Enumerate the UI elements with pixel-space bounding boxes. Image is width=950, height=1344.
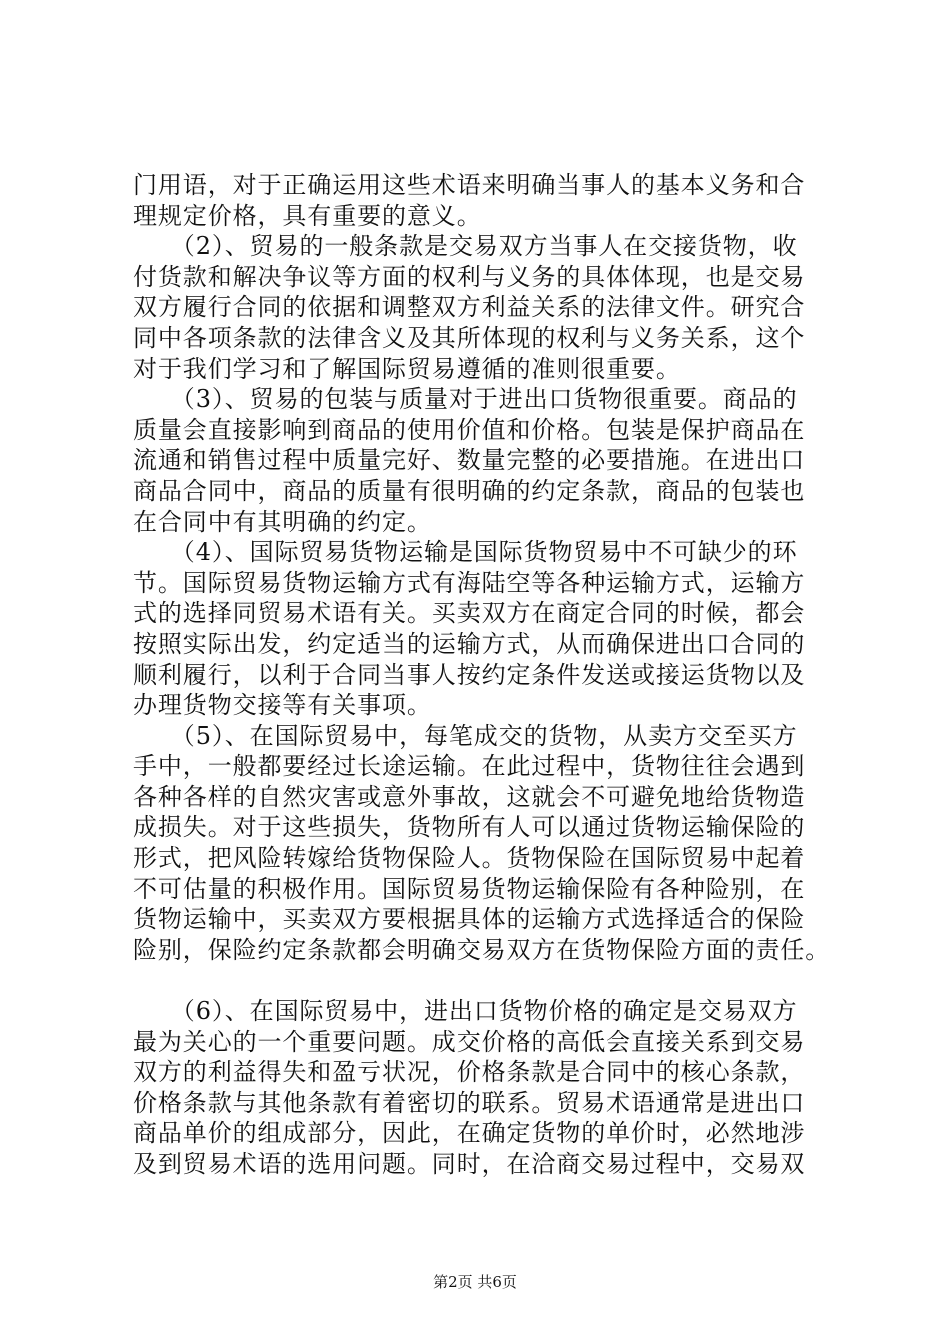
text-line: 险别，保险约定条款都会明确交易双方在货物保险方面的责任。 [133,935,831,964]
text-line: 商品单价的组成部分，因此，在确定货物的单价时，必然地涉 [133,1119,806,1148]
text-line: 门用语，对于正确运用这些术语来明确当事人的基本义务和合 [133,171,806,199]
text-line: 价格条款与其他条款有着密切的联系。贸易术语通常是进出口 [133,1088,806,1117]
text-line: 流通和销售过程中质量完好、数量完整的必要措施。在进出口 [133,446,806,475]
text-line: 对于我们学习和了解国际贸易遵循的准则很重要。 [133,354,681,383]
text-line: 最为关心的一个重要问题。成交价格的高低会直接关系到交易 [133,1027,806,1056]
text-line: 同中各项条款的法律含义及其所体现的权利与义务关系，这个 [133,323,806,352]
text-line: 质量会直接影响到商品的使用价值和价格。包装是保护商品在 [133,415,806,444]
document-body [133,170,833,1180]
paragraph [133,537,833,721]
text-line: 式的选择同贸易术语有关。买卖双方在商定合同的时候，都会 [133,599,806,628]
text-line: 各种各样的自然灾害或意外事故，这就会不可避免地给货物造 [133,782,806,811]
text-line: （2）、贸易的一般条款是交易双方当事人在交接货物，收 [133,232,798,261]
text-line: 成损失。对于这些损失，货物所有人可以通过货物运输保险的 [133,813,806,842]
text-line: （4）、国际贸易货物运输是国际货物贸易中不可缺少的环 [133,538,798,567]
text-line: 商品合同中，商品的质量有很明确的约定条款，商品的包装也 [133,476,806,505]
paragraph [133,721,833,966]
text-line: 不可估量的积极作用。国际贸易货物运输保险有各种险别，在 [133,874,806,903]
text-line: 手中，一般都要经过长途运输。在此过程中，货物往往会遇到 [133,752,806,781]
text-line: 双方履行合同的依据和调整双方利益关系的法律文件。研究合 [133,293,806,322]
text-line: （5）、在国际贸易中，每笔成交的货物，从卖方交至买方 [133,721,798,750]
text-line: 货物运输中，买卖双方要根据具体的运输方式选择适合的保险 [133,905,806,934]
text-line: 在合同中有其明确的约定。 [133,507,432,536]
text-line: 按照实际出发，约定适当的运输方式，从而确保进出口合同的 [133,629,806,658]
paragraph [133,384,833,537]
text-line: 双方的利益得失和盈亏状况，价格条款是合同中的核心条款， [133,1058,806,1087]
paragraph [133,996,833,1180]
page-number-label: 第2页 共6页 [433,1273,517,1291]
text-line: 办理货物交接等有关事项。 [133,691,432,720]
text-line: （6）、在国际贸易中，进出口货物价格的确定是交易双方 [133,997,798,1026]
text-line: 节。国际贸易货物运输方式有海陆空等各种运输方式，运输方 [133,568,806,597]
text-line: 及到贸易术语的选用问题。同时，在洽商交易过程中，交易双 [133,1150,806,1178]
text-line: 形式，把风险转嫁给货物保险人。货物保险在国际贸易中起着 [133,844,806,873]
text-line: 理规定价格，具有重要的意义。 [133,201,482,230]
text-line: （3）、贸易的包装与质量对于进出口货物很重要。商品的 [133,385,798,414]
paragraph [133,170,833,231]
paragraph-spacer [133,965,833,996]
paragraph [133,231,833,384]
text-line: 付货款和解决争议等方面的权利与义务的具体体现，也是交易 [133,262,806,291]
page-footer [0,1271,950,1292]
text-line: 顺利履行，以利于合同当事人按约定条件发送或接运货物以及 [133,660,806,689]
